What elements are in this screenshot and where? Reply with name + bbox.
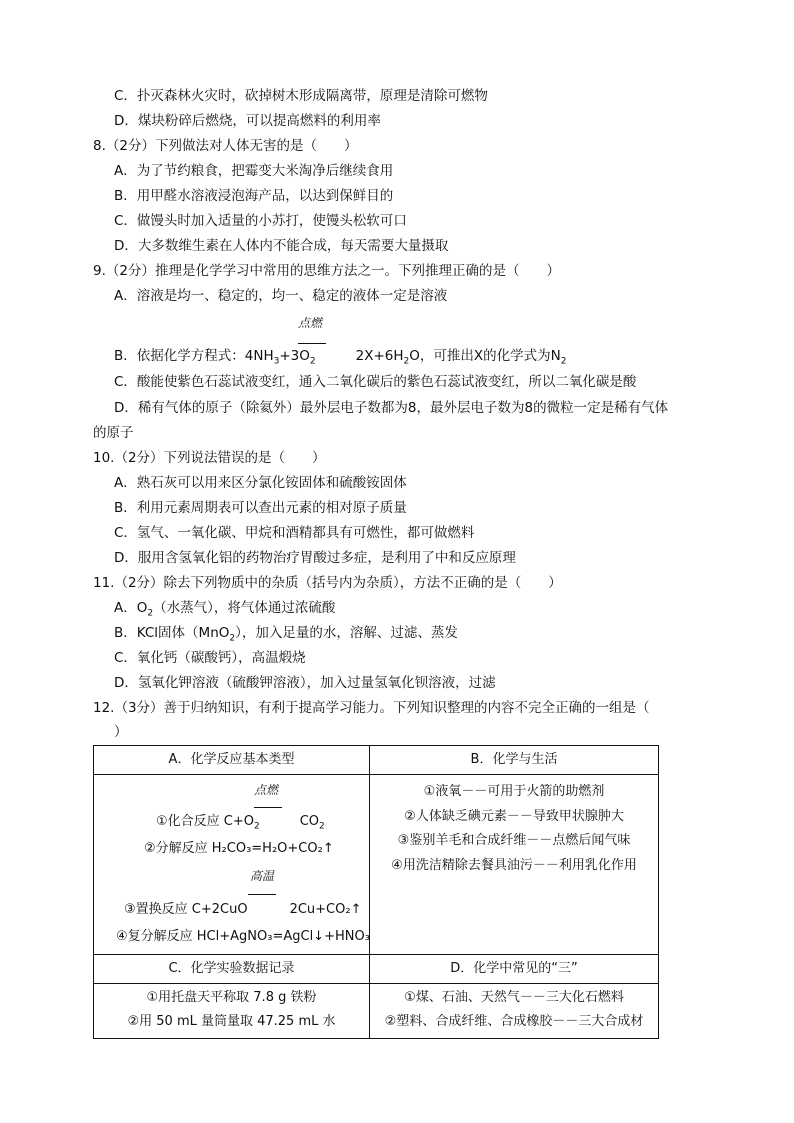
q11-stem: 11.（2分）除去下列物质中的杂质（括号内为杂质），方法不正确的是（ ） [93, 575, 562, 591]
q9-reaction-condition: 点燃 [298, 316, 323, 330]
table-cell-b [370, 775, 659, 955]
q12-stem: 12.（3分）善于归纳知识，有利于提高学习能力。下列知识整理的内容不完全正确的一组是（ [93, 700, 650, 716]
a2-line: ②分解反应 H₂CO₃=H₂O+CO₂↑ [144, 841, 334, 856]
q11-option-c: C．氧化钙（碳酸钙），高温煅烧 [114, 650, 306, 666]
q9-option-d-continued: 的原子 [93, 425, 134, 441]
c2-line: ②用 50 mL 量筒量取 47.25 mL 水 [127, 1014, 336, 1029]
d2-line: ②塑料、合成纤维、合成橡胶－－三大合成材 [384, 1014, 644, 1029]
a3-reaction-condition: 高温 [250, 869, 275, 883]
q8-option-b: B．用甲醛水溶液浸泡海产品，以达到保鲜目的 [114, 188, 394, 204]
table-cell-d [370, 984, 659, 1039]
table-header-d: D．化学中常见的“三” [370, 955, 659, 984]
a1-reaction-condition: 点燃 [254, 783, 279, 797]
q10-stem: 10.（2分）下列说法错误的是（ ） [93, 450, 326, 466]
q10-option-d: D．服用含氢氧化铝的药物治疗胃酸过多症，是利用了中和反应原理 [114, 550, 516, 566]
table-cell-c [94, 984, 370, 1039]
q8-stem: 8.（2分）下列做法对人体无害的是（ ） [93, 138, 358, 154]
table-header-b: B．化学与生活 [370, 746, 659, 775]
q9-option-b: B．依据化学方程式：$4NH_3+3O_2$ $2X+6H_2O$，可推出X的化学式为$N_2$ [114, 348, 567, 367]
q10-option-c: C．氢气、一氧化碳、甲烷和酒精都具有可燃性，都可做燃料 [114, 525, 475, 541]
q7-option-d: D．煤块粉碎后燃烧，可以提高燃料的利用率 [114, 113, 381, 129]
q10-option-a: A．熟石灰可以用来区分氯化铵固体和硫酸铵固体 [114, 475, 407, 491]
q11-option-b: B．KCl固体（MnO$_2$），加入足量的水，溶解、过滤、蒸发 [114, 625, 458, 644]
q12-stem-continued: ） [114, 724, 128, 740]
q9-stem: 9.（2分）推理是化学学习中常用的思维方法之一。下列推理正确的是（ ） [93, 263, 560, 279]
q10-option-b: B．利用元素周期表可以查出元素的相对原子质量 [114, 500, 407, 516]
a4-line: ④复分解反应 HCl+AgNO₃=AgCl↓+HNO₃ [116, 929, 370, 944]
b2-line: ②人体缺乏碘元素－－导致甲状腺肿大 [404, 809, 624, 824]
q9-option-d: D．稀有气体的原子（除氦外）最外层电子数都为8，最外层电子数为8的微粒一定是稀有气体 [114, 400, 669, 416]
q9-option-c: C．酸能使紫色石蕊试液变红，通入二氧化碳后的紫色石蕊试液变红，所以二氧化碳是酸 [114, 374, 637, 390]
a1-line: ①化合反应 $C+O_2$ $CO_2$ [156, 814, 325, 832]
knowledge-table [93, 745, 659, 1039]
d1-line: ①煤、石油、天然气－－三大化石燃料 [404, 990, 624, 1005]
q9-equation-bar [298, 343, 326, 344]
c1-line: ①用托盘天平称取 7.8 g 铁粉 [146, 990, 317, 1005]
q8-option-a: A．为了节约粮食，把霉变大米淘净后继续食用 [114, 163, 394, 179]
a3-equation-bar [248, 894, 276, 895]
q8-option-c: C．做馒头时加入适量的小苏打，使馒头松软可口 [114, 213, 407, 229]
q9-option-a: A．溶液是均一、稳定的，均一、稳定的液体一定是溶液 [114, 288, 448, 304]
table-cell-a [94, 775, 370, 955]
b1-line: ①液氧－－可用于火箭的助燃剂 [423, 784, 605, 799]
a3-line: ③置换反应 C+2CuO 2Cu+CO₂↑ [124, 902, 362, 917]
a1-equation-bar [254, 807, 282, 808]
q11-option-a: A．$O_2$（水蒸气），将气体通过浓硫酸 [114, 600, 336, 619]
table-header-c: C．化学实验数据记录 [94, 955, 370, 984]
b4-line: ④用洗洁精除去餐具油污－－利用乳化作用 [391, 858, 637, 873]
q8-option-d: D．大多数维生素在人体内不能合成，每天需要大量摄取 [114, 238, 449, 254]
q11-option-d: D．氢氧化钾溶液（硫酸钾溶液），加入过量氢氧化钡溶液，过滤 [114, 675, 496, 691]
table-header-a: A．化学反应基本类型 [94, 746, 370, 775]
q7-option-c: C．扑灭森林火灾时，砍掉树木形成隔离带，原理是清除可燃物 [114, 88, 488, 104]
b3-line: ③鉴别羊毛和合成纤维－－点燃后闻气味 [397, 833, 631, 848]
